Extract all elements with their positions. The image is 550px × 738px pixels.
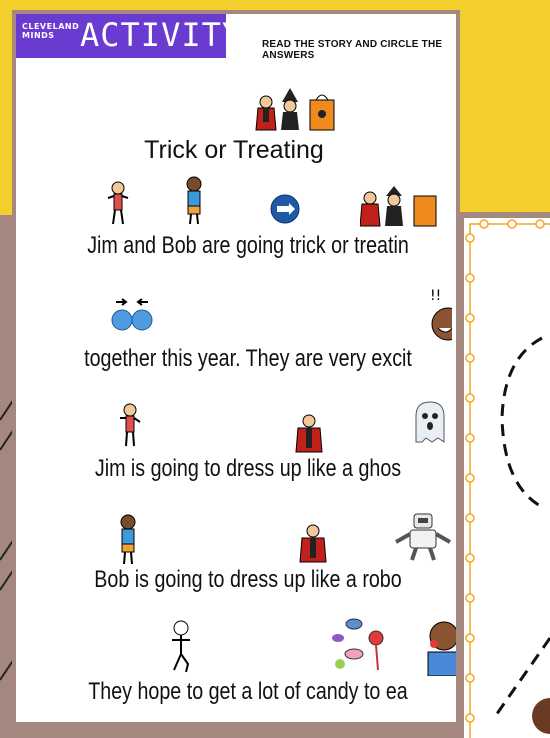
story-title: Trick or Treating [144, 136, 324, 164]
excited-face-icon [422, 286, 452, 342]
trick-or-treat-icon-group [254, 88, 344, 132]
story-line-3: Jim is going to dress up like a ghos [94, 455, 402, 482]
witch-kid-icon [281, 88, 299, 130]
brand-logo [22, 22, 79, 40]
boy-icon [106, 180, 130, 226]
vampire-icon [298, 522, 328, 564]
worksheet-page [12, 10, 460, 726]
next-worksheet-page [464, 218, 550, 738]
story-line-1: Jim and Bob are going trick or treatin [87, 232, 409, 259]
dotted-border [464, 218, 550, 738]
ghost-icon [410, 398, 450, 448]
robot-icon [392, 512, 454, 562]
vampire-kid-icon [256, 96, 276, 130]
next-worksheet-preview [458, 212, 550, 734]
boy-icon [116, 514, 140, 566]
svg-text:!!: !! [430, 288, 442, 304]
arrow-right-icon [270, 194, 300, 224]
together-icon [110, 296, 154, 332]
activity-title: ACTIVITY 1 [80, 16, 243, 92]
header-banner [16, 14, 243, 92]
candy-icon [332, 614, 402, 676]
brand-line-2: MINDS [22, 31, 55, 40]
instructions-text: READ THE STORY AND CIRCLE THE ANSWERS [262, 39, 443, 61]
vampire-icon [294, 412, 324, 454]
story-line-4: Bob is going to dress up like a robo [94, 566, 402, 593]
story-line-2: together this year. They are very excit [84, 345, 412, 372]
candy-bag-icon [310, 95, 334, 130]
boy-icon [166, 618, 196, 674]
boy-icon [182, 176, 206, 226]
story-line-5: They hope to get a lot of candy to ea [88, 678, 408, 705]
brand-line-1: CLEVELAND [22, 22, 80, 31]
eating-boy-icon [422, 618, 458, 676]
boy-icon [118, 402, 142, 448]
trick-or-treat-icon-group [360, 186, 440, 228]
